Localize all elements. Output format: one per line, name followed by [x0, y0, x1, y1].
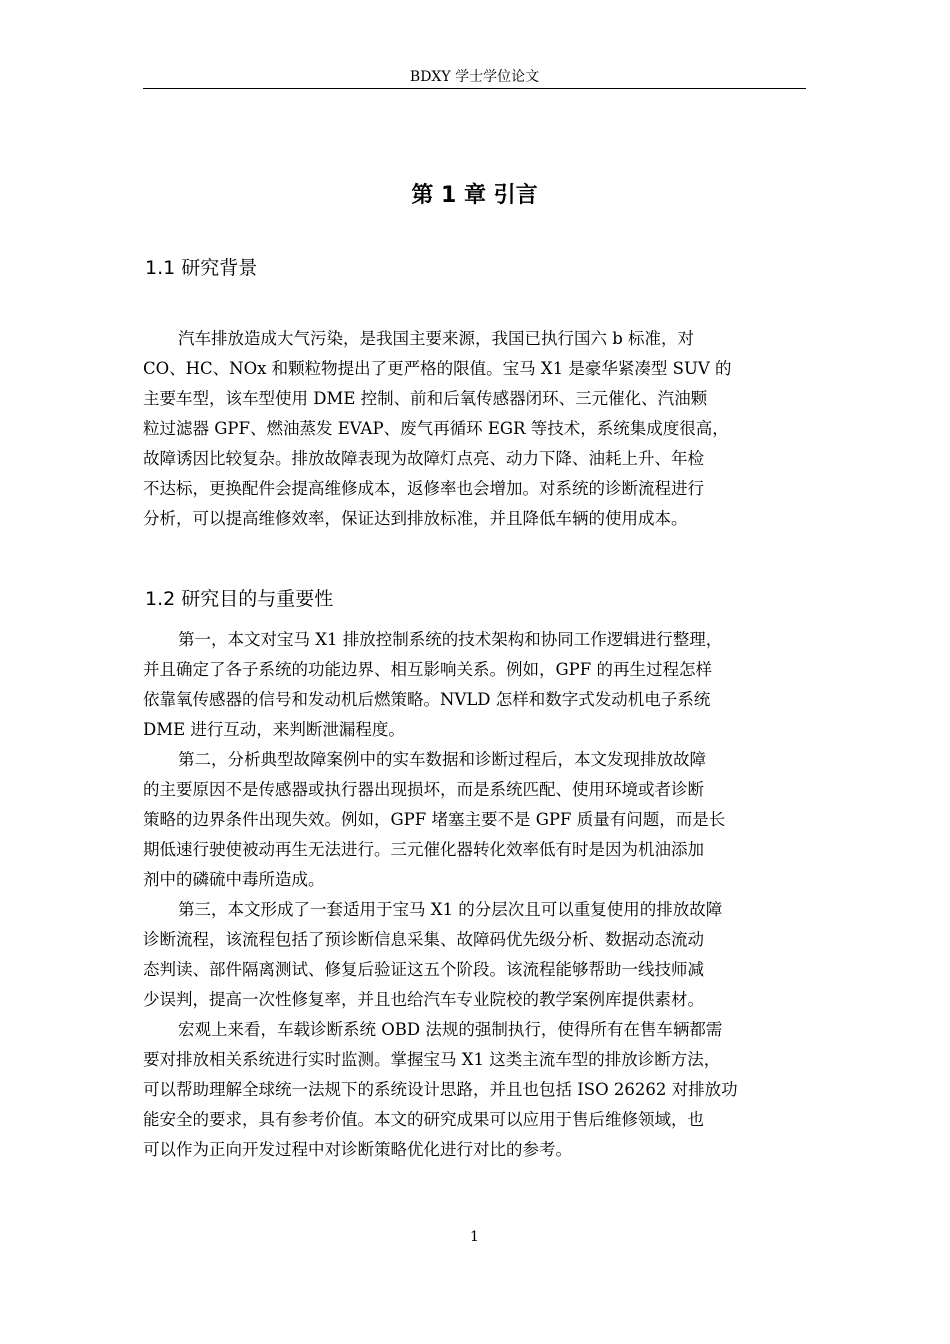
paragraph-line: 依靠氧传感器的信号和发动机后燃策略。NVLD 怎样和数字式发动机电子系统 [143, 690, 711, 709]
background-text [143, 324, 806, 534]
paragraph-line: 诊断流程，该流程包括了预诊断信息采集、故障码优先级分析、数据动态流动 [143, 930, 704, 949]
paragraph-line: 并且确定了各子系统的功能边界、相互影响关系。例如，GPF 的再生过程怎样 [143, 660, 712, 679]
paragraph-line: 不达标，更换配件会提高维修成本，返修率也会增加。对系统的诊断流程进行 [143, 479, 704, 498]
paragraph-line: 第一，本文对宝马 X1 排放控制系统的技术架构和协同工作逻辑进行整理， [178, 630, 723, 649]
paragraph-line: 宏观上来看，车载诊断系统 OBD 法规的强制执行，使得所有在售车辆都需 [178, 1020, 723, 1039]
paragraph-line: 剂中的磷硫中毒所造成。 [143, 870, 325, 889]
chapter-title: 第 1 章 引言 [411, 183, 538, 208]
paragraph-line: 分析，可以提高维修效率，保证达到排放标准，并且降低车辆的使用成本。 [143, 509, 688, 528]
paragraph-line: 第二，分析典型故障案例中的实车数据和诊断过程后，本文发现排放故障 [178, 750, 706, 769]
page-number: 1 [470, 1229, 479, 1245]
paragraph-line: 态判读、部件隔离测试、修复后验证这五个阶段。该流程能够帮助一线技师减 [143, 960, 704, 979]
paragraph-line: 可以作为正向开发过程中对诊断策略优化进行对比的参考。 [143, 1140, 572, 1159]
paragraph-line: 的主要原因不是传感器或执行器出现损坏，而是系统匹配、使用环境或者诊断 [143, 780, 704, 799]
paragraph-line: 策略的边界条件出现失效。例如，GPF 堵塞主要不是 GPF 质量有问题，而是长 [143, 810, 726, 829]
purpose-text [143, 625, 806, 1165]
paragraph-line: 汽车排放造成大气污染，是我国主要来源，我国已执行国六 b 标准，对 [178, 329, 695, 348]
paragraph-line: 要对排放相关系统进行实时监测。掌握宝马 X1 这类主流车型的排放诊断方法， [143, 1050, 721, 1069]
running-header: BDXY 学士学位论文 [409, 69, 540, 85]
section-heading-background: 1.1 研究背景 [145, 257, 258, 279]
paragraph-line: 主要车型，该车型使用 DME 控制、前和后氧传感器闭环、三元催化、汽油颗 [143, 389, 708, 408]
paragraph-line: 期低速行驶使被动再生无法进行。三元催化器转化效率低有时是因为机油添加 [143, 840, 704, 859]
paragraph-line: 故障诱因比较复杂。排放故障表现为故障灯点亮、动力下降、油耗上升、年检 [143, 449, 704, 468]
paragraph-line: DME 进行互动，来判断泄漏程度。 [143, 720, 405, 739]
paragraph-line: 能安全的要求，具有参考价值。本文的研究成果可以应用于售后维修领域，也 [143, 1110, 704, 1129]
paragraph-line: 可以帮助理解全球统一法规下的系统设计思路，并且也包括 ISO 26262 对排放功 [143, 1080, 738, 1099]
header-rule [143, 88, 806, 89]
paragraph-line: 第三，本文形成了一套适用于宝马 X1 的分层次且可以重复使用的排放故障 [178, 900, 723, 919]
paragraph-line: CO、HC、NOx 和颗粒物提出了更严格的限值。宝马 X1 是豪华紧凑型 SUV 的 [143, 359, 732, 378]
section-heading-purpose: 1.2 研究目的与重要性 [145, 588, 334, 610]
paragraph-line: 粒过滤器 GPF、燃油蒸发 EVAP、废气再循环 EGR 等技术，系统集成度很高， [143, 419, 729, 438]
paragraph-line: 少误判，提高一次性修复率，并且也给汽车专业院校的教学案例库提供素材。 [143, 990, 704, 1009]
